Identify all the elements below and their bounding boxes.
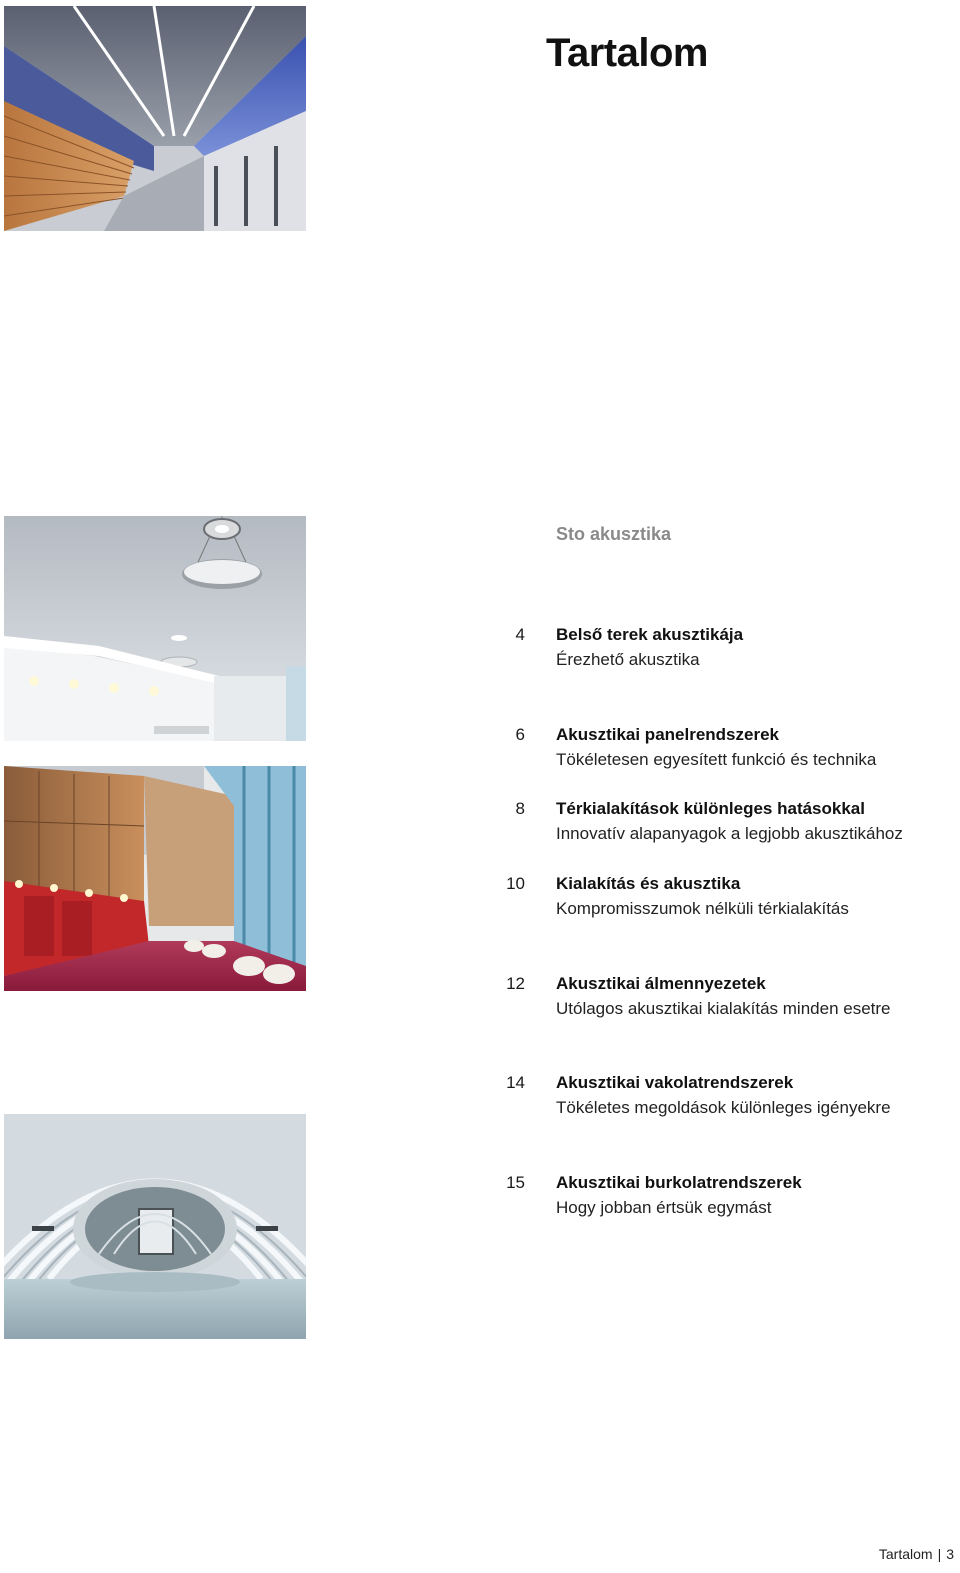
section-label: Sto akusztika — [556, 524, 672, 544]
footer-separator: | — [937, 1546, 942, 1562]
toc-title: Akusztikai burkolatrendszerek — [556, 1173, 802, 1192]
toc-page-number: 10 — [506, 874, 525, 893]
toc-subtitle: Tökéletesen egyesített funkció és technika — [556, 750, 877, 769]
toc-subtitle: Tökéletes megoldások különleges igényekre — [556, 1098, 891, 1117]
toc-entry[interactable] — [490, 874, 940, 924]
toc-title: Akusztikai vakolatrendszerek — [556, 1073, 794, 1092]
curved-corridor-photo — [4, 766, 306, 991]
toc-entry[interactable] — [490, 625, 940, 675]
toc-title: Akusztikai panelrendszerek — [556, 725, 779, 744]
toc-page-number: 6 — [515, 725, 525, 744]
toc-entry[interactable] — [490, 1173, 940, 1223]
toc-subtitle: Innovatív alapanyagok a legjobb akusztikához — [556, 824, 903, 843]
toc-subtitle: Hogy jobban értsük egymást — [556, 1198, 772, 1217]
toc-title: Kialakítás és akusztika — [556, 874, 741, 893]
toc-page-number: 15 — [506, 1173, 525, 1192]
ceiling-lamp-photo — [4, 516, 306, 741]
toc-subtitle: Utólagos akusztikai kialakítás minden esetre — [556, 999, 891, 1018]
footer-section: Tartalom — [878, 1546, 933, 1562]
toc-title: Belső terek akusztikája — [556, 625, 744, 644]
page-title: Tartalom — [546, 30, 708, 75]
toc-page-number: 14 — [506, 1073, 525, 1092]
toc-page-number: 4 — [515, 625, 525, 644]
footer-page-number: 3 — [946, 1546, 954, 1562]
toc-title: Térkialakítások különleges hatásokkal — [556, 799, 865, 818]
toc-entry[interactable] — [490, 1073, 940, 1123]
toc-entry[interactable] — [490, 974, 940, 1024]
toc-page-number: 12 — [506, 974, 525, 993]
toc-title: Akusztikai álmennyezetek — [556, 974, 766, 993]
toc-entry[interactable] — [490, 725, 940, 775]
toc-entry[interactable] — [490, 799, 940, 849]
toc-subtitle: Kompromisszumok nélküli térkialakítás — [556, 899, 849, 918]
toc-page-number: 8 — [515, 799, 525, 818]
atrium-photo — [4, 6, 306, 231]
page-footer — [879, 1546, 954, 1562]
vaulted-hall-photo — [4, 1114, 306, 1339]
toc-subtitle: Érezhető akusztika — [556, 650, 700, 669]
